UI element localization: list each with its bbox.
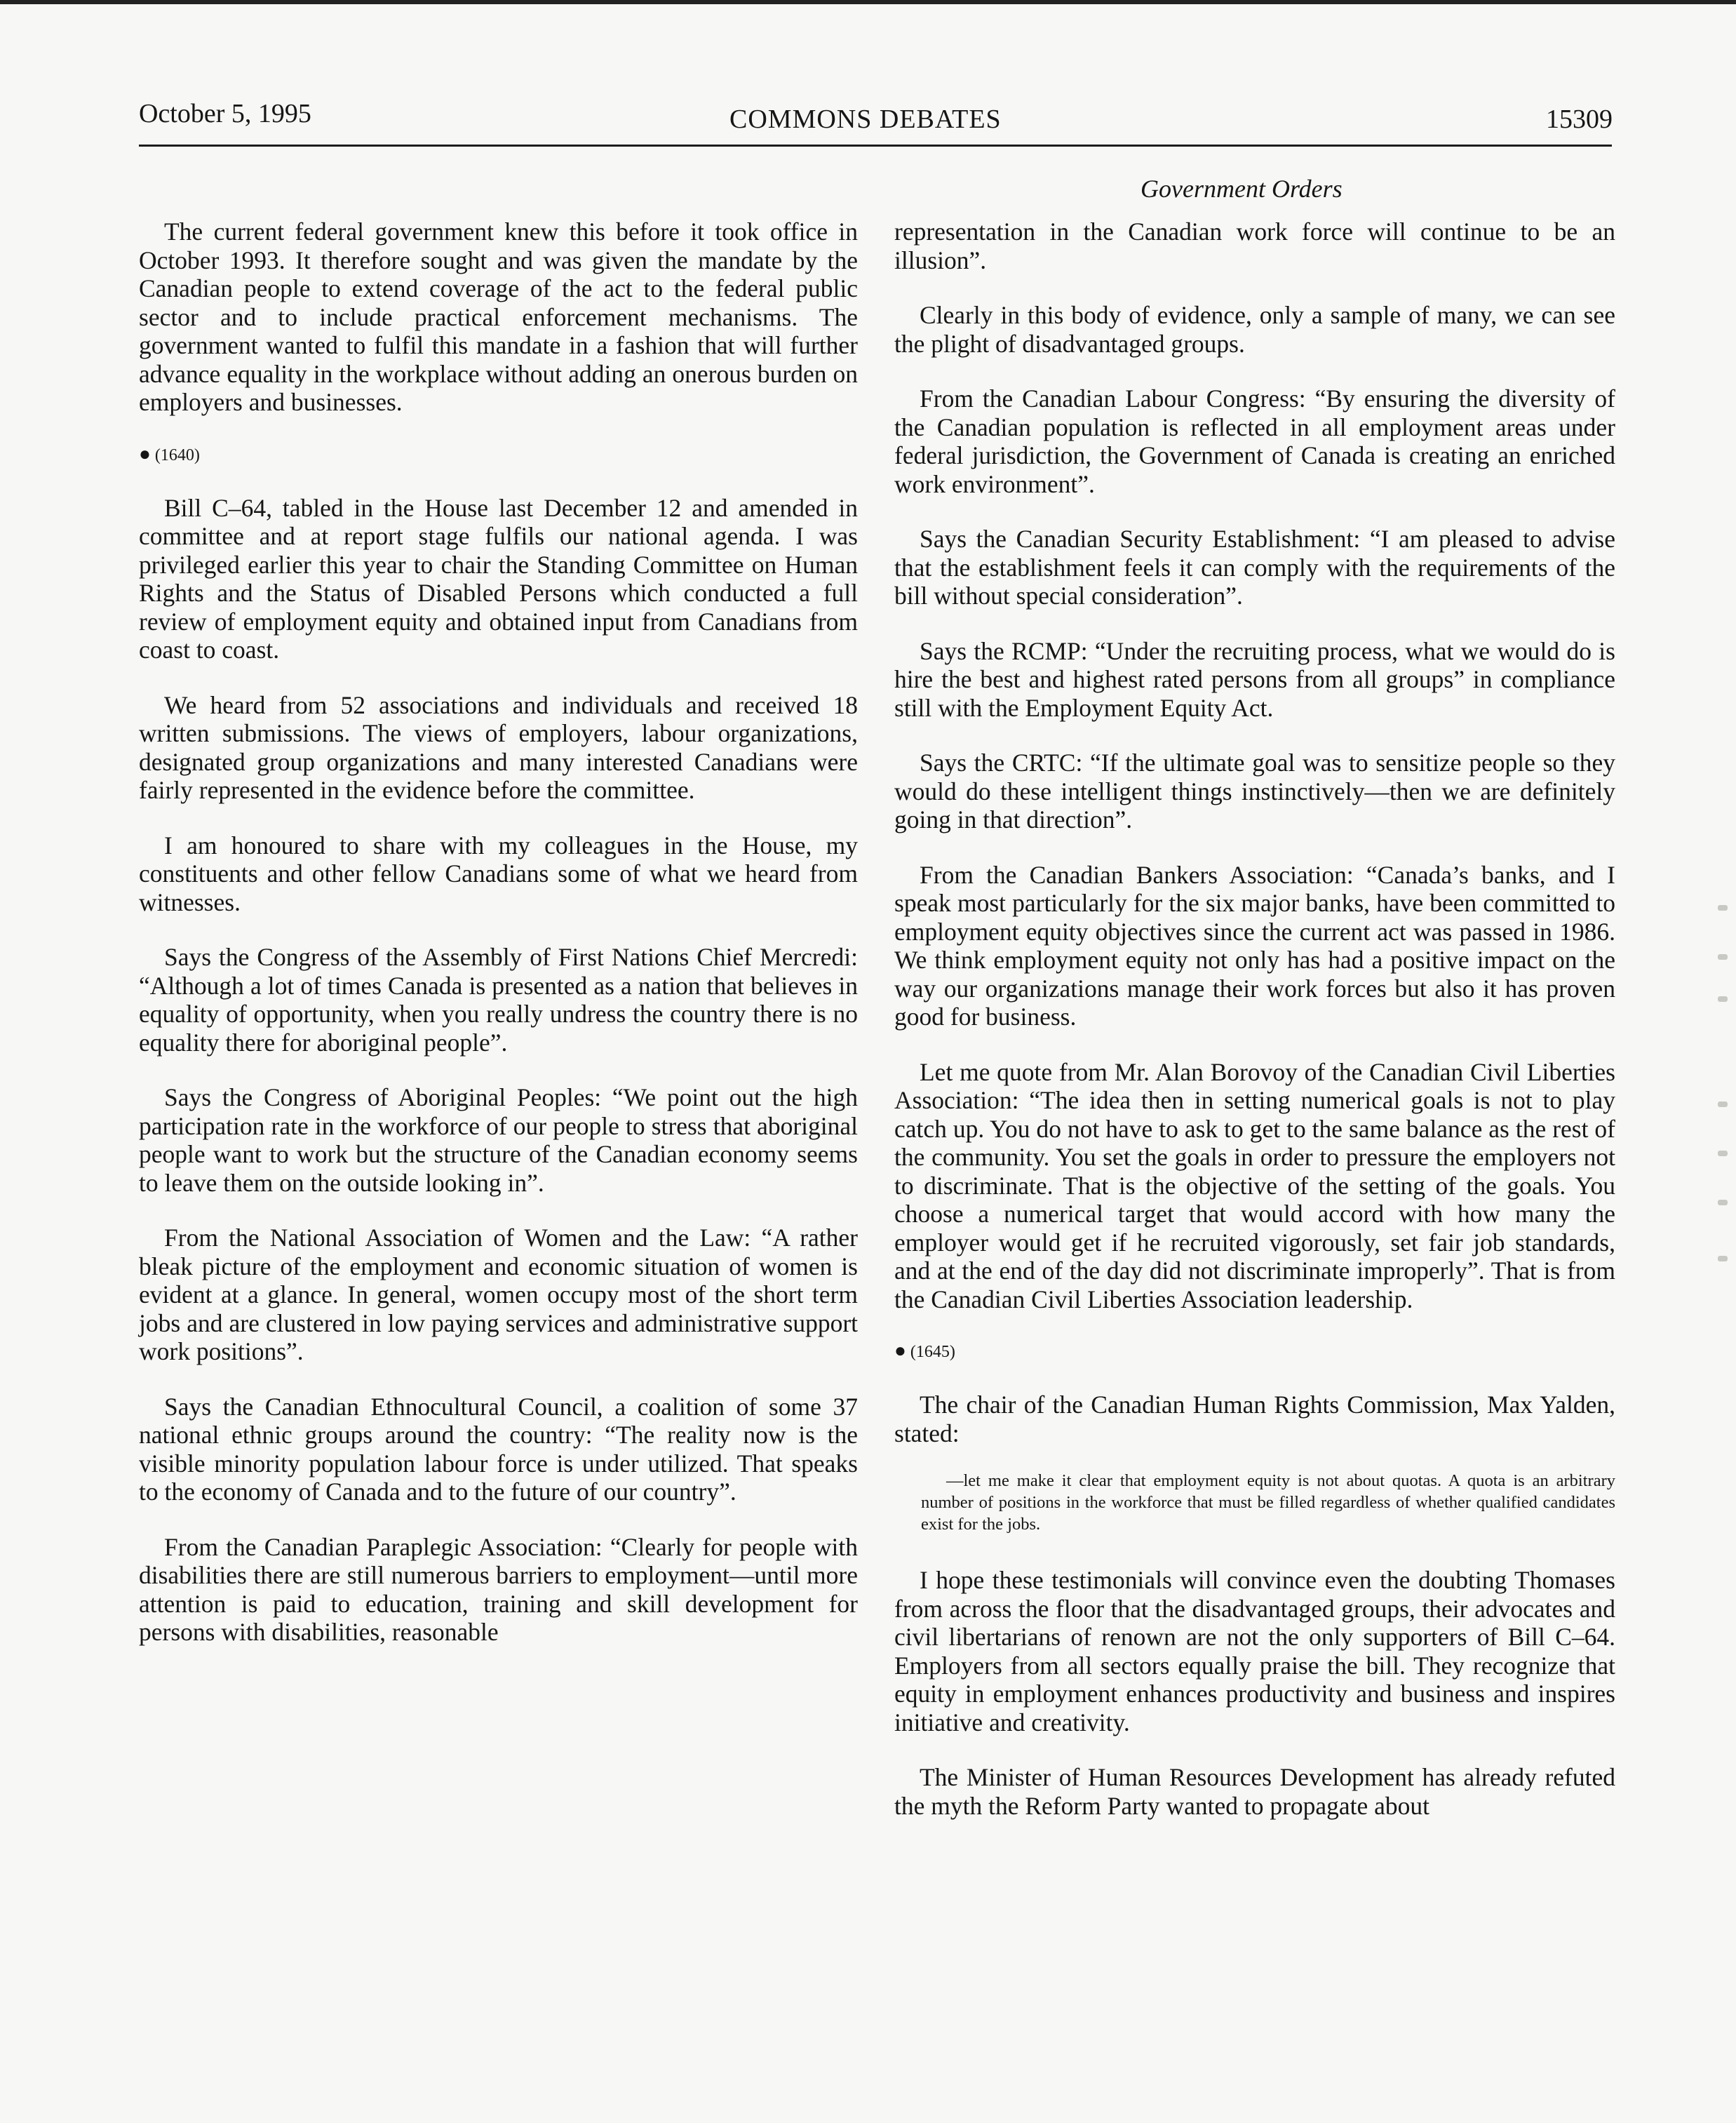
paragraph: Says the Canadian Security Establishment: “I am pleased to advise that the establishment feels it can comply with the requirements of the bill without special consideration”. [894,525,1615,610]
section-label: Government Orders [1140,175,1343,203]
paragraph: Says the Congress of Aboriginal Peoples: “We point out the high participation rate in the workforce of our people to stress that aboriginal people want to work but the structure of the Canadian economy seems to leave them on the outside looking in”. [139,1083,858,1197]
paragraph: The chair of the Canadian Human Rights Commission, Max Yalden, stated: [894,1391,1615,1447]
bullet-icon: ● [139,443,151,465]
paragraph: I hope these testimonials will convince even the doubting Thomases from across the floor that the disadvantaged groups, their advocates and civil libertarians of renown are not the only supporters of Bill C–64. Employers from all sectors equally praise the bill. They recognize that equity in employment enhances productivity and business and inspires initiative and creativity. [894,1566,1615,1736]
scan-artifacts [1687,891,1736,1312]
paragraph: From the Canadian Paraplegic Association: “Clearly for people with disabilities there are still numerous barriers to employment—until more attention is paid to education, training and skill development for persons with disabilities, reasonable [139,1532,858,1646]
scan-top-edge [0,0,1736,4]
time-marker [139,443,858,466]
block-quote: —let me make it clear that employment equity is not about quotas. A quota is an arbitrary number of positions in the workforce that must be filled regardless of whether qualified candidates exist for the jobs. [921,1471,1615,1534]
time-marker [894,1340,1615,1362]
header-date: October 5, 1995 [139,99,311,128]
bullet-icon: ● [894,1340,906,1362]
paragraph: The Minister of Human Resources Development has already refuted the myth the Reform Party wanted to propagate about [894,1763,1615,1820]
paragraph: Says the Canadian Ethnocultural Council, a coalition of some 37 national ethnic groups around the country: “The reality now is the visible minority population labour force is under utilized. That speaks to the economy of Canada and to the future of our country”. [139,1392,858,1506]
paragraph: From the Canadian Bankers Association: “Canada’s banks, and I speak most particularly for the six major banks, have been committed to employment equity objectives since the current act was passed in 1986. We think employment equity not only has had a positive impact on the way our organizations manage their work forces but also it has proven good for business. [894,860,1615,1031]
paragraph-continued: representation in the Canadian work force will continue to be an illusion”. [894,217,1615,274]
paragraph: Says the CRTC: “If the ultimate goal was to sensitize people so they would do these intelligent things instinctively—then we are definitely going in that direction”. [894,749,1615,833]
paragraph: The current federal government knew this before it took office in October 1993. It therefore sought and was given the mandate by the Canadian people to extend coverage of the act to the federal public sector and to include practical enforcement mechanisms. The government wanted to fulfil this mandate in a fashion that will further advance equality in the workplace without adding an onerous burden on employers and businesses. [139,217,858,416]
header-rule [139,145,1612,147]
right-column [894,217,1615,1847]
time-marker-label: (1645) [910,1343,955,1361]
left-column [139,217,858,1673]
paragraph: Let me quote from Mr. Alan Borovoy of the Canadian Civil Liberties Association: “The idea then in setting numerical goals is not to play catch up. You do not have to ask to get to the same balance as the rest of the community. You set the goals in order to pressure the employers not to discriminate. That is the objective of the setting of the goals. You choose a numerical target that would accord with how many the employer would get if he recruited vigorously, set fair job standards, and at the end of the day did not discriminate improperly”. That is from the Canadian Civil Liberties Association leadership. [894,1057,1615,1313]
header-page-number: 15309 [1546,105,1613,134]
paragraph: Says the Congress of the Assembly of First Nations Chief Mercredi: “Although a lot of times Canada is presented as a nation that believes in equality of opportunity, when you really undress the country there is no equality there for aboriginal people”. [139,943,858,1057]
paragraph: From the National Association of Women and the Law: “A rather bleak picture of the employment and economic situation of women is evident at a glance. In general, women occupy most of the short term jobs and are clustered in low paying services and administrative support work positions”. [139,1224,858,1365]
time-marker-label: (1640) [154,446,200,464]
paragraph: We heard from 52 associations and individuals and received 18 written submissions. The views of employers, labour organizations, designated group organizations and many interested Canadians were fairly represented in the evidence before the committee. [139,690,858,804]
paragraph: Clearly in this body of evidence, only a sample of many, we can see the plight of disadvantaged groups. [894,301,1615,358]
paragraph: From the Canadian Labour Congress: “By ensuring the diversity of the Canadian population is reflected in all employment areas under federal jurisdiction, the Government of Canada is creating an enriched work environment”. [894,384,1615,498]
paragraph: Bill C–64, tabled in the House last December 12 and amended in committee and at report stage fulfils our national agenda. I was privileged earlier this year to chair the Standing Committee on Human Rights and the Status of Disabled Persons which conducted a full review of employment equity and obtained input from Canadians from coast to coast. [139,493,858,664]
header-title: COMMONS DEBATES [729,105,1002,134]
paragraph: I am honoured to share with my colleagues in the House, my constituents and other fellow Canadians some of what we heard from witnesses. [139,831,858,916]
paragraph: Says the RCMP: “Under the recruiting process, what we would do is hire the best and highest rated persons from all groups” in compliance still with the Employment Equity Act. [894,636,1615,722]
